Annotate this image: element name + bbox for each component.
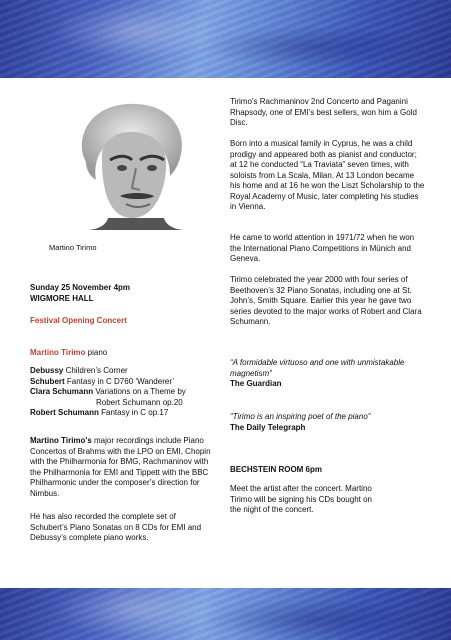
bio-paragraph-1: Tirimo’s Rachmaninov 2nd Concerto and Paganini Rhapsody, one of EMI’s best sellers, won him a Gold Disc. [230, 97, 417, 127]
recordings-paragraph: Martino Tirimo’s major recordings include Piano Concertos of Brahms with the LPO on EMI, Chopin with the Philharmonia for BMG, Rachmaninov with the Philharmonia for EMI and Tippett with the BBC Philharmonic under the composer’s direction for Nimbus. [30, 436, 211, 498]
quote-telegraph [230, 412, 425, 433]
concert-title: Festival Opening Concert [30, 316, 127, 325]
footer-decorative-band [0, 588, 451, 640]
quote-source: The Daily Telegraph [230, 422, 306, 432]
bio-paragraph-4: Tirimo celebrated the year 2000 with four series of Beethoven’s 32 Piano Sonatas, including one at St. John’s, Smith Square. Earlier this year he gave two series devoted to the major works of Robert and Clara Schumann. [230, 275, 422, 326]
event-venue: WIGMORE HALL [30, 293, 94, 303]
bio-paragraph-2: Born into a musical family in Cyprus, he was a child prodigy and appeared both as pianist and conductor; at 12 he conducted “La Traviata” seven times, with soloists from La Scala, Milan. At 13 London became his home and at 16 he won the Liszt Scholarship to the Royal Academy of Music, later completing his studies in Vienna. [230, 139, 425, 211]
recordings-name: Martino Tirimo’s [30, 436, 92, 445]
quote-source: The Guardian [230, 379, 282, 388]
bechstein-room: BECHSTEIN ROOM 6pm [230, 465, 323, 474]
performer-line [30, 348, 215, 359]
meet-artist-text: Meet the artist after the concert. Martino Tirimo will be signing his CDs bought on the night of the concert. [230, 484, 372, 514]
event-header [30, 283, 215, 304]
performer-name: Martino Tirimo [30, 348, 86, 357]
programme-item: Robert Schumann Fantasy in C op.17 [30, 408, 169, 417]
artist-photo [66, 100, 206, 230]
performer-instrument: piano [85, 348, 108, 357]
programme-item: Schubert Fantasy in C D760 ‘Wanderer’ [30, 376, 175, 386]
quote-text: “A formidable virtuoso and one with unmistakable magnetism” [230, 358, 405, 378]
header-decorative-band [0, 0, 451, 78]
quote-text: “Tirimo is an inspiring poet of the piano” [230, 412, 371, 421]
programme-item: Robert Schumann op.20 [96, 397, 183, 407]
programme-item: Debussy Children’s Corner [30, 366, 128, 375]
quote-guardian [230, 358, 425, 390]
event-date: Sunday 25 November 4pm [30, 283, 131, 292]
schubert-paragraph: He has also recorded the complete set of Schubert’s Piano Sonatas on 8 CDs for EMI and Debussy’s complete piano works. [30, 512, 202, 542]
programme-list [30, 366, 215, 419]
programme-item: Clara Schumann Variations on a Theme by [30, 387, 186, 396]
bio-paragraph-3: He came to world attention in 1971/72 when he won the International Piano Competitions in Münich and Geneva. [230, 233, 415, 263]
photo-caption: Martino Tirimo [49, 243, 97, 252]
